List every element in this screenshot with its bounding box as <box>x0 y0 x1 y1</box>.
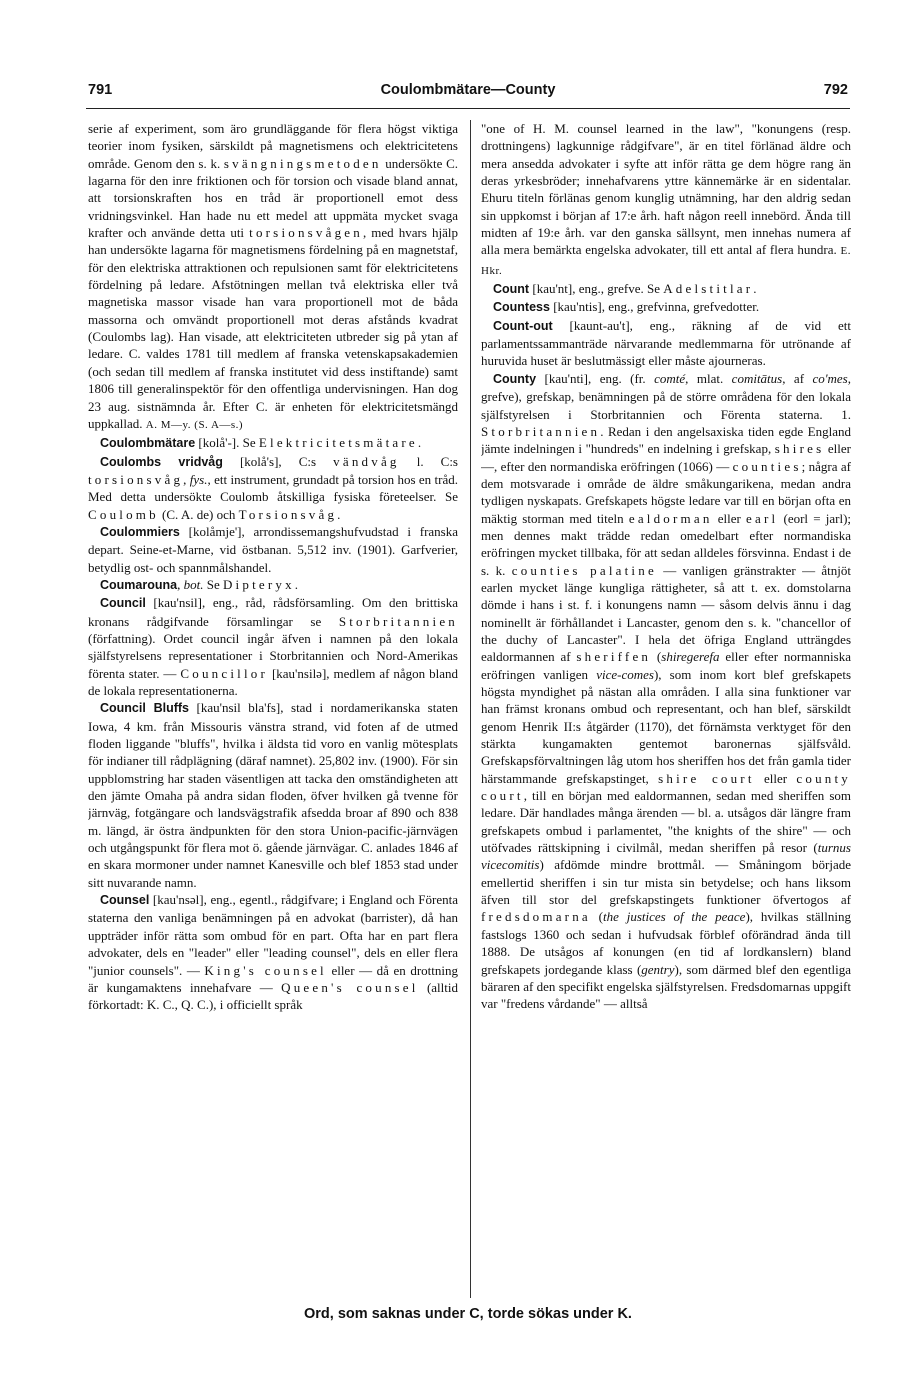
entry-text: Councillor <box>180 665 268 681</box>
entry-text: [kau'nsilə], medlem af någon bland de lokala representationerna. <box>88 665 458 698</box>
entry-headword: Coulombs vridvåg <box>100 454 223 469</box>
dictionary-entry <box>481 298 851 316</box>
left-column <box>88 120 458 1300</box>
entry-text: bot. <box>183 576 204 592</box>
entry-text: vice-comes <box>596 666 654 682</box>
entry-text: svängningsmetoden <box>223 155 382 171</box>
page-number-right: 792 <box>823 82 848 98</box>
entry-text: [kau'nsəl], eng., egentl., rådgifvare; i England och Förenta staterna den vanliga benämningen på en advokat (barrister), då han uppträder inför rätta som ombud för en part. Ofta har en part flera advokater, dels en "leader" eller "leading counsel", dels en eller flera "junior counsels". — <box>88 892 458 978</box>
header-rule <box>86 108 850 109</box>
entry-text: , mlat. <box>685 370 732 386</box>
entry-text: ), som därmed blef den egentliga bäraren af den specifikt engelska själfstyrelsen. Fredsdomarnas uppgift var "fredens vårdande" — alltså <box>481 961 851 1012</box>
entry-text: Storbritannien <box>481 423 601 439</box>
entry-text: eller <box>754 770 797 786</box>
entry-text: (C. A. de) och <box>158 506 239 522</box>
entry-text: [kolå'-]. Se <box>195 435 259 451</box>
dictionary-entry <box>88 453 458 523</box>
entry-text: co'mes <box>812 370 848 386</box>
entry-text: undersökte C. lagarna för den inre friktionen och för torsion och visade bland annat, att torsionskraften hos en tråd är proportionell emot dess vridningsvinkel. Han hade nu ett medel att uppmäta mycket svaga krafter och använde detta uti <box>88 155 458 241</box>
entry-text: torsionsvågen <box>249 225 363 241</box>
entry-text: . <box>417 435 422 451</box>
continued-text <box>481 120 851 280</box>
entry-text: , <box>183 471 190 487</box>
continued-text <box>88 120 458 434</box>
entry-headword: County <box>493 371 537 386</box>
dictionary-entry <box>88 891 458 1013</box>
entry-text: eller <box>712 510 747 526</box>
entry-text: ( <box>651 649 662 665</box>
entry-text: sheriffen <box>576 649 652 665</box>
entry-text: Adelstitlar <box>663 281 754 297</box>
entry-text: ) afdömde mindre brottmål. — Småningom började emellertid sheriffen i sin tur mista sin betydelse; och hans liksom äfven till stor del grefskapstingets funktioner öfvertogos af <box>481 857 851 908</box>
entry-text: fredsdomarna <box>481 909 591 925</box>
entry-text: [kolåmje'], arrondissemangshufvudstad i franska depart. Seine-et-Marne, vid östbanan. 5,512 inv. (1901). Garfverier, betydlig ost- och spannmålshandel. <box>88 523 458 575</box>
entry-text: eller —, efter den normandiska eröfringen (1066) — <box>481 441 851 474</box>
entry-text: counties <box>732 458 802 474</box>
dictionary-entry <box>88 523 458 576</box>
entry-text: ; några af dem motsvarade i område de äldre småkungarikena, medan andra tydligen nyskapats. Grefskapets högste ledare var till en början ofta en mäktig storman med titeln <box>481 458 851 526</box>
entry-text: , af <box>782 370 813 386</box>
entry-text: , <box>177 576 184 592</box>
entry-headword: Coulombmätare <box>100 436 196 451</box>
entry-headword: Countess <box>493 300 550 315</box>
author-signature: E. Hkr. <box>481 245 851 277</box>
entry-headword: Coulommiers <box>100 524 180 539</box>
entry-text: comitātus <box>731 370 783 386</box>
entry-text: shire court <box>658 770 755 786</box>
dictionary-entry <box>481 280 851 298</box>
page-header <box>88 82 848 106</box>
entry-text: the justices of the peace <box>603 909 746 925</box>
entry-text: ), som inom kort blef grefskapets högsta myndighet på nästan alla områden. I alla sina funktioner var han främst kronans ombud och representant, och han blef, särskildt genom Henrik II:s åtgärder (1170), det förnämsta verktyget för den stärkta kungamakten gentemot baronernas själfsvåld. Grefskapsförvaltningen låg utom hos sheriffen hos det från gamla tider härstammande grefskapstinget, <box>481 666 851 786</box>
entry-text: turnus vicecomitis <box>481 840 851 873</box>
entry-text: Torsionsvåg <box>238 506 338 522</box>
entry-text: (eorl = jarl); men dennes makt trädde redan omedelbart efter normandiska eröfringen mycket tillbaka, för att sedan alldeles försvinna. Endast i de s. k. <box>481 510 851 578</box>
entry-text: Queen's counsel <box>281 979 419 995</box>
running-title: Coulombmätare—County <box>380 82 556 98</box>
dictionary-entry <box>481 370 851 1013</box>
dictionary-entry <box>88 594 458 699</box>
entry-text: , ett instrument, grundadt på torsion hos en tråd. Med detta undersökte Coulomb åtskilliga fysiska företeelser. Se <box>88 471 458 505</box>
entry-text: (alltid förkortadt: K. C., Q. C.), i officiellt språk <box>88 979 458 1013</box>
entry-text: Dipteryx <box>222 576 295 592</box>
entry-text: (författning). Ordet council ingår äfven i namnen på den lokala själfstyrelsens representationer i Storbritannien och Nord-Amerikas förenta stater. — <box>88 630 458 681</box>
entry-headword: Count-out <box>493 318 553 333</box>
entry-headword: Coumarouna <box>100 577 178 592</box>
entry-text: . <box>294 576 299 592</box>
entry-text: counties palatine <box>511 562 657 578</box>
right-column <box>481 120 851 1300</box>
entry-text: eller — då en drottning är kungamaktens innehafvare — <box>88 962 458 995</box>
entry-text: shiregerefa <box>661 649 720 665</box>
entry-text: Se <box>203 576 223 592</box>
entry-text: vändvåg <box>333 453 400 469</box>
entry-headword: Counsel <box>100 893 150 908</box>
entry-text: [kau'nt], eng., grefve. Se <box>529 281 664 297</box>
entry-text: [kau'ntis], eng., grefvinna, grefvedotter. <box>549 299 760 315</box>
entry-text: earl <box>746 510 779 526</box>
author-signature: A. M—y. (S. A—s.) <box>145 418 244 431</box>
entry-text: ), hvilkas ställning fastslogs 1360 och sedan i hufvudsak förblef oförändrad ända till 1888. De utsågos af konungen (en tid af lordkanslern) bland grefskapets jordegande klass ( <box>481 909 851 977</box>
entry-headword: Council <box>100 596 146 611</box>
entry-text: Coulomb <box>88 506 159 522</box>
entry-text: . <box>753 281 757 297</box>
entry-text: [kau'nti], eng. (fr. <box>536 370 655 386</box>
dictionary-entry <box>88 576 458 594</box>
entry-headword: Council Bluffs <box>100 701 189 716</box>
entry-text: shires <box>774 441 825 457</box>
dictionary-entry <box>88 434 458 452</box>
entry-text: gentry <box>641 961 675 977</box>
entry-text: county court <box>481 770 851 804</box>
entry-text: l. C:s <box>399 453 458 469</box>
entry-text: ealdorman <box>628 510 713 526</box>
entry-text: serie af experiment, som äro grundläggande för flera högst viktiga teorier inom fysiken, särskildt på magnetismens och elektricitetens område. Genom den s. k. <box>88 121 458 171</box>
entry-text: "one of H. M. counsel learned in the law", "konungens (resp. drottningens) lagkunnige rådgifvare", är en titel förlänad äldre och mera ansedda advokater i syfte att inför rätta ge dem högre rang än deras yrkesbröder; innehafvarens yttre kännemärke är en sidentalar. Ehuru titeln förlänas genom kunglig utnämning, har den aldrig sedan sin uppkomst i början af 17:e årh. haft någon reell innebörd. Ända till midten af 19:e årh. var den ganska sällsynt, men innehas numera af alla mera bemärkta engelska advokater, till ett antal af flera hundra. <box>481 121 851 258</box>
entry-text: Elektricitetsmätare <box>258 435 418 451</box>
entry-text: King's counsel <box>204 962 327 978</box>
entry-text: , till en början med ealdormannen, sedan med sheriffen som ledare. Där handlades många ärenden — bl. a. utsågos där längre fram grefskapets ombud i parlamentet, "the knights of the shire" — och utöfvades rättskipning i civilmål, medan sheriffen på resor ( <box>481 788 851 856</box>
column-divider <box>470 120 471 1298</box>
entry-text: eller efter normanniska eröfringen vanligen <box>481 649 851 682</box>
entry-text: , med hvars hjälp han undersökte lagarna för magnetismens fördelning på en magnetstaf, för den elektriska attraktionen och repulsionen samt för elektricitetens fördelning på ledare. Afstötningen mellan två elektriska eller två magnetiska massor visade han vara proportionell mot de båda massorna och omvändt proportionell mot deras afstånds kvadrat (Coulombs lag). Han visade, att elektriciteten utbreder sig på ytan af ledare. C. valdes 1781 till medlem af franska vetenskapsakademien (och sedan till medlem af franska institutet vid dess instiftande) samt 1806 till generalinspektör för den offentliga undervisningen. Han dog 23 aug. sistnämnda år. Efter C. är enheten för elektricitetsmängd uppkallad. <box>88 225 458 431</box>
entry-text: ( <box>590 909 604 925</box>
entry-text: [kaunt-au't], eng., räkning af de vid ett parlamentssammanträde närvarande medlemmarna för utrönande af huruvida huset är beslutmässigt eller måste ajourneras. <box>481 317 851 369</box>
entry-text: [kau'nsil bla'fs], stad i nordamerikanska staten Iowa, 4 km. från Missouris vänstra strand, vid foten af de utmed floden liggande "bluffs", hvilka i äldsta tid voro en vanlig mötesplats för indianer till rådplägning (däraf namnet). 25,802 inv. (1900). För sin uppblomstring har staden väsentligen att tacka den omständigheten att den jämte Omaha på andra sidan floden, öfver hvilken gå tvenne för järnväg, fotgängare och landsvägstrafik afsedda broar af 890 och 838 m. längd, är östra ändpunkten för den stora Union-pacific-järnvägen och utgångspunkt för flera mot ö. gående järnvägar. C. anlades 1846 af en skara mormoner under namnet Kanesville och blef 1853 stad under sitt nuvarande namn. <box>88 700 458 890</box>
entry-text: . Redan i den angelsaxiska tiden egde England jämte indelningen i "hundreds" en indelning i grefskap, <box>481 423 851 457</box>
entry-text: [kolå's], C:s <box>222 453 334 469</box>
entry-text: Storbritannien <box>338 613 458 629</box>
dictionary-entry <box>481 317 851 370</box>
page-footer-note: Ord, som saknas under C, torde sökas under K. <box>304 1306 632 1322</box>
entry-text: [kau'nsil], eng., råd, rådsförsamling. Om den brittiska kronans rådgifvande församlingar se <box>88 595 458 629</box>
dictionary-entry <box>88 699 458 891</box>
entry-headword: Count <box>493 282 530 297</box>
entry-text: , grefve), grefskap, benämningen på de större områdena för den lokala själfstyrelsen i Storbritannien och Förenta staterna. 1. <box>481 370 851 422</box>
entry-text: . <box>337 506 341 522</box>
entry-text: torsionsvåg <box>88 471 184 487</box>
entry-text: comté <box>654 370 686 386</box>
page-number-left: 791 <box>88 82 113 98</box>
entry-text: fys. <box>189 471 208 487</box>
entry-text: — vanligen gränstrakter — åtnjöt earlen mycket länge kungliga rättigheter, så att t. ex. domstolarna dömde i hans i st. f. i konungens namn — såsom delvis ännu i dag nominellt är förhållandet i Lancaster, genom den s. k. "chancellor of the duchy of Lancaster". I hela det öfriga England utträngdes ealdormannen af <box>481 562 851 665</box>
